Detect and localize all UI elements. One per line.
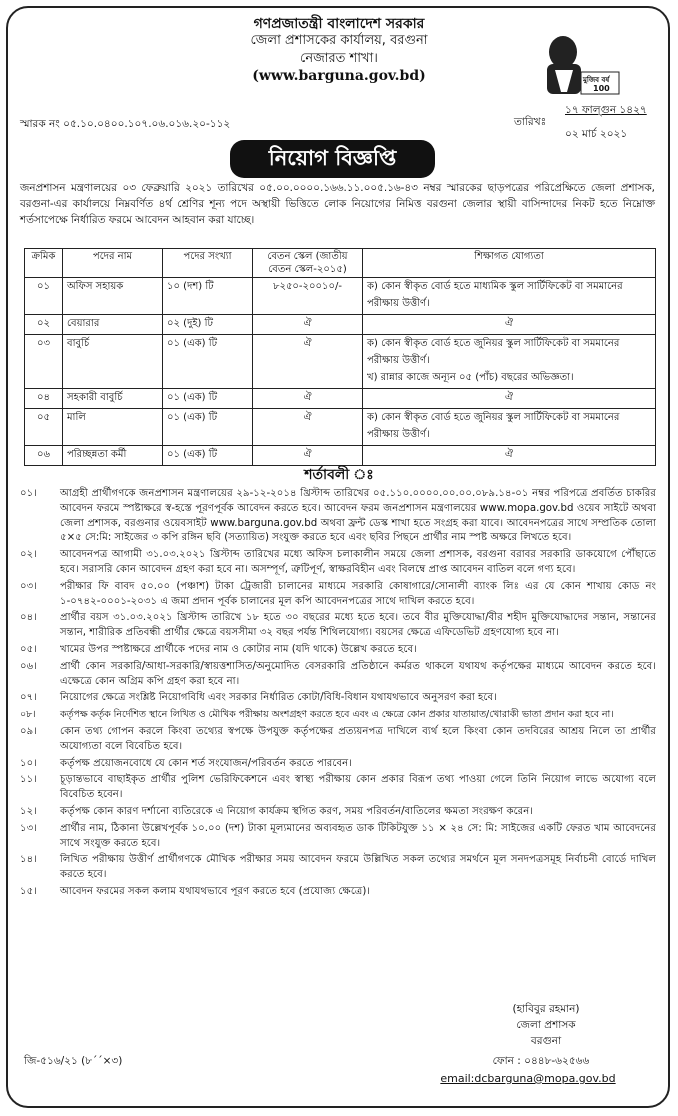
- condition-item: [20, 757, 656, 772]
- condition-number: ০৪।: [20, 612, 37, 624]
- condition-number: ১৫।: [20, 885, 37, 897]
- condition-text: লিখিত পরীক্ষায় উত্তীর্ণ প্রার্থীগণকে মৌখিক পরীক্ষার সময় আবেদন ফরমে উল্লিখিত সকল তথ্যের সমর্থনে মূল সনদপত্রসমূহ নির্বাচনী বোর্ডে দাখিল করতে হবে।: [60, 854, 656, 881]
- cell-count: ০১ (এক) টি: [163, 335, 253, 389]
- condition-text: চূড়ান্তভাবে বাছাইকৃত প্রার্থীর পুলিশ ভেরিফিকেশনে এবং স্বাস্থ্য পরীক্ষায় কোন প্রকার বিরূপ তথ্য পাওয়া গেলে তিনি নিয়োগ লাভে অযোগ্য বলে বিবেচিত হবেন।: [60, 774, 656, 801]
- cell-post: অফিস সহায়ক: [63, 278, 163, 315]
- col-header: বেতন স্কেল (জাতীয় বেতন স্কেল-২০১৫): [253, 249, 363, 278]
- cell-scale: ঐ: [253, 409, 363, 446]
- cell-sl: ০২: [25, 315, 63, 335]
- date-label: তারিখঃ: [514, 116, 547, 128]
- condition-item: [20, 773, 656, 803]
- condition-text: প্রার্থীর বয়স ৩১.০৩.২০২১ খ্রিস্টাব্দ তারিখে ১৮ হতে ৩০ বছরের মধ্যে হতে হবে। তবে বীর মুক্তিযোদ্ধা/বীর শহীদ মুক্তিযোদ্ধাদের সন্তান, সন্তানের সন্তান, শারীরিক প্রতিবন্ধী প্রার্থীর ক্ষেত্রে বয়সসীমা ৩২ বছর পর্যন্ত শিথিলযোগ্য। বয়সের ক্ষেত্রে এফিডেভিট গ্রহণযোগ্য হবে না।: [60, 612, 656, 639]
- cell-count: ০১ (এক) টি: [163, 446, 253, 466]
- condition-number: ০১।: [20, 488, 37, 499]
- cell-scale: ৮২৫০-২০০১০/-: [253, 278, 363, 315]
- cell-scale: ঐ: [253, 446, 363, 466]
- vacancy-table: [24, 248, 656, 466]
- condition-number: ০৬।: [20, 660, 37, 672]
- office-name: জেলা প্রশাসকের কার্যালয়, বরগুনা: [250, 33, 428, 48]
- cell-post: পরিচ্ছন্নতা কর্মী: [63, 446, 163, 466]
- condition-item: [20, 487, 656, 546]
- date-bengali: ১৭ ফাল্গুন ১৪২৭: [565, 104, 647, 116]
- condition-item: [20, 725, 656, 755]
- condition-item: [20, 643, 656, 658]
- section-name: নেজারত শাখা।: [300, 51, 378, 66]
- phone-number: ফোন : ০৪৪৮-৬২৫৬৬: [492, 1055, 590, 1067]
- col-header: শিক্ষাগত যোগ্যতা: [363, 249, 656, 278]
- condition-text: আবেদনপত্র আগামী ৩১.০৩.২০২১ খ্রিস্টাব্দ তারিখের মধ্যে অফিস চলাকালীন সময়ে জেলা প্রশাসক, বরগুনা বরাবর সরকারি ডাকযোগে পৌঁছাতে হবে। সরাসরি কোন আবেদন গ্রহণ করা হবে না। অসম্পূর্ণ, ত্রুটিপূর্ণ, স্বাক্ষরবিহীন এবং বিলম্বে প্রাপ্ত আবেদন বাতিল বলে গণ্য হবে।: [60, 549, 656, 575]
- col-header: পদের সংখ্যা: [163, 249, 253, 278]
- condition-text: কোন তথ্য গোপন করলে কিংবা তথ্যের স্বপক্ষে উপযুক্ত কর্তৃপক্ষের প্রত্যয়নপত্র দাখিলে ব্যর্থ হলে কিংবা কোন তদবিরের আশ্রয় নিলে তা প্রার্থীর অযোগ্যতা বলে বিবেচিত হবে।: [60, 725, 656, 752]
- condition-number: ০৩।: [20, 580, 37, 592]
- condition-number: ০৮।: [20, 709, 36, 721]
- condition-number: ১১।: [20, 774, 37, 786]
- condition-text: কর্তৃপক্ষ কর্তৃক নির্দেশিত স্থানে লিখিত ও মৌখিক পরীক্ষায় অংশগ্রহণ করতে হবে এবং এ ক্ষেত্রে কোন প্রকার যাতায়াত/খোরাকী ভাতা প্রদান করা হবে না।: [60, 709, 614, 721]
- cell-scale: ঐ: [253, 335, 363, 389]
- cell-scale: ঐ: [253, 315, 363, 335]
- cell-count: ০১ (এক) টি: [163, 389, 253, 409]
- condition-item: [20, 548, 656, 578]
- table-row: [25, 335, 656, 389]
- condition-item: [20, 853, 656, 883]
- condition-number: ০৫।: [20, 643, 37, 655]
- condition-item: [20, 885, 656, 900]
- cell-count: ১০ (দশ) টি: [163, 278, 253, 315]
- condition-number: ০৭।: [20, 692, 37, 704]
- website-link[interactable]: (www.barguna.gov.bd): [252, 68, 426, 84]
- memo-number: স্মারক নং ০৫.১০.০৪০০.১০৭.০৬.০১৬.২০-১১২: [20, 118, 231, 130]
- condition-number: ১২।: [20, 805, 37, 817]
- email-link[interactable]: email:dcbarguna@mopa.gov.bd: [440, 1072, 616, 1085]
- cell-count: ০১ (এক) টি: [163, 409, 253, 446]
- signatory-title: জেলা প্রশাসক: [516, 1019, 576, 1031]
- signatory-place: বরগুনা: [530, 1035, 562, 1047]
- condition-text: আবেদন ফরমের সকল কলাম যথাযথভাবে পূরণ করতে হবে (প্রযোজ্য ক্ষেত্রে)।: [60, 885, 371, 897]
- condition-item: [20, 805, 656, 820]
- svg-text:100: 100: [593, 84, 610, 93]
- qual-line-b: খ) রান্নার কাজে অন্যূন ০৫ (পাঁচ) বছরের অভিজ্ঞতা।: [367, 372, 574, 383]
- conditions-list: [20, 487, 656, 902]
- cell-count: ০২ (দুই) টি: [163, 315, 253, 335]
- condition-text: আগ্রহী প্রার্থীগণকে জনপ্রশাসন মন্ত্রণালয়ের ২৯-১২-২০১৪ খ্রিস্টাব্দ তারিখের ০৫.১১০.০০০০.০০.০০.০৮৯.১৪-০১ নম্বর পরিপত্রে প্রবর্তিত চাকরির আবেদন ফরমে স্পষ্টাক্ষরে স্ব-হস্তে পূরণপূর্বক আবেদন করতে হবে। আবেদন ফরম জনপ্রশাসন মন্ত্রণালয়ের www.mopa.gov.bd ওয়েব সাইটে অথবা জেলা প্রশাসক, বরগুনার ওয়েবসাইট www.barguna.gov.bd অথবা ফ্রন্ট ডেস্ক শাখা হতে সংগ্রহ করা যাবে। আবেদনপত্রের সাথে সম্প্রতিক তোলা ৫×৫ সে:মি: সাইজের ৩ কপি রঙ্গিন ছবি (সত্যায়িত) সংযুক্ত করতে হবে এবং ছবির পিছনে প্রার্থীর নাম স্পষ্ট অক্ষরে লিখতে হবে।: [60, 488, 656, 544]
- table-row: [25, 409, 656, 446]
- cell-sl: ০৩: [25, 335, 63, 389]
- cell-post: বেয়ারার: [63, 315, 163, 335]
- condition-number: ১৩।: [20, 822, 37, 834]
- condition-number: ১৪।: [20, 854, 37, 866]
- condition-item: [20, 708, 656, 723]
- condition-text: খামের উপর স্পষ্টাক্ষরে প্রার্থীকে পদের নাম ও কোটার নাম (যদি থাকে) উল্লেখ করতে হবে।: [60, 643, 417, 655]
- condition-text: কর্তৃপক্ষ কোন কারণ দর্শানো ব্যতিরেকে এ নিয়োগ কার্যক্রম স্থগিত করণ, সময় পরিবর্তন/বাতিলের ক্ষমতা সংরক্ষণ করেন।: [60, 805, 533, 817]
- conditions-heading: শর্তাবলী ঃ: [304, 467, 374, 483]
- signatory-name: (হাবিবুর রহমান): [512, 1003, 580, 1015]
- condition-item: [20, 822, 656, 852]
- mujib-year-logo: [533, 30, 621, 100]
- condition-text: কর্তৃপক্ষ প্রয়োজনবোধে যে কোন শর্ত সংযোজন/পরিবর্তন করতে পারবেন।: [60, 757, 352, 769]
- intro-paragraph: জনপ্রশাসন মন্ত্রণালয়ের ০৩ ফেব্রুয়ারি ২০২১ তারিখের ০৫.০০.০০০০.১৬৬.১১.০০৫.১৬-৪৩ নম্বর স্মারকের ছাড়পত্রের পরিপ্রেক্ষিতে জেলা প্রশাসক, বরগুনা-এর কার্যালয়ে নিম্নবর্ণিত ৪র্থ শ্রেণির শূন্য পদে অস্থায়ী ভিত্তিতে লোক নিয়োগের নিমিত্ত বরগুনা জেলার স্থায়ী বাসিন্দাদের নিকট হতে নিম্নোক্ত শর্তসাপেক্ষে নির্ধারিত ফরমে আবেদন আহবান করা যাচ্ছে।: [20, 182, 655, 226]
- cell-sl: ০১: [25, 278, 63, 315]
- cell-post: মালি: [63, 409, 163, 446]
- cell-qual: ঐ: [363, 315, 656, 335]
- cell-qual: ঐ: [363, 446, 656, 466]
- table-row: [25, 278, 656, 315]
- print-reference: জি-৫১৬/২১ (৮´´×৩): [24, 1055, 123, 1067]
- cell-qual: ঐ: [363, 389, 656, 409]
- condition-text: পরীক্ষার ফি বাবদ ৫০.০০ (পঞ্চাশ) টাকা ট্রেজারী চালানের মাধ্যমে সরকারি কোষাগারে/সোনালী ব্যাংক লিঃ এর যে কোন শাখায় কোড নং ১-০৭৪২-০০০১-২০৩১ এ জমা প্রদান পূর্বক চালানের মূল কপি আবেদনপত্রের সাথে দাখিল করতে হবে।: [60, 580, 656, 607]
- condition-number: ০২।: [20, 549, 37, 561]
- condition-number: ০৯।: [20, 725, 37, 737]
- cell-sl: ০৬: [25, 446, 63, 466]
- condition-number: ১০।: [20, 757, 37, 769]
- table-header-row: [25, 249, 656, 278]
- signature-block: [436, 1000, 656, 1050]
- table-row: [25, 315, 656, 335]
- notice-banner: [230, 140, 435, 178]
- date-gregorian: ০২ মার্চ ২০২১: [565, 128, 628, 140]
- cell-post: বাবুর্চি: [63, 335, 163, 389]
- emblem-label: মুজিব বর্ষ: [583, 76, 610, 84]
- condition-item: [20, 691, 656, 706]
- col-header: পদের নাম: [63, 249, 163, 278]
- cell-qual: ক) কোন স্বীকৃত বোর্ড হতে জুনিয়র স্কুল সার্টিফিকেট বা সমমানের পরীক্ষায় উত্তীর্ণ।: [363, 409, 656, 446]
- condition-text: নিয়োগের ক্ষেত্রে সংশ্লিষ্ট নিয়োগবিধি এবং সরকার নির্ধারিত কোটা/বিধি-বিধান যথাযথভাবে অনুসরণ করা হবে।: [60, 692, 497, 704]
- gov-title: গণপ্রজাতন্ত্রী বাংলাদেশ সরকার: [253, 16, 425, 32]
- cell-qual: ক) কোন স্বীকৃত বোর্ড হতে মাধ্যমিক স্কুল সার্টিফিকেট বা সমমানের পরীক্ষায় উত্তীর্ণ।: [363, 278, 656, 315]
- condition-item: [20, 611, 656, 641]
- cell-sl: ০৫: [25, 409, 63, 446]
- condition-item: [20, 580, 656, 610]
- condition-text: প্রার্থী কোন সরকারি/আধা-সরকারি/স্বায়ত্তশাসিত/অনুমোদিত বেসরকারি প্রতিষ্ঠানে কর্মরত থাকলে যথাযথ কর্তৃপক্ষের মাধ্যমে আবেদন করতে হবে। এক্ষেত্রে কোন অগ্রিম কপি গ্রহণ করা হবে না।: [60, 660, 656, 687]
- banner-title: নিয়োগ বিজ্ঞপ্তি: [268, 145, 397, 170]
- condition-item: [20, 660, 656, 690]
- table-row: [25, 389, 656, 409]
- col-header: ক্রমিক: [25, 249, 63, 278]
- cell-qual: [363, 335, 656, 389]
- cell-post: সহকারী বাবুর্চি: [63, 389, 163, 409]
- cell-scale: ঐ: [253, 389, 363, 409]
- condition-text: প্রার্থীর নাম, ঠিকানা উল্লেখপূর্বক ১০.০০ (দশ) টাকা মূল্যমানের অব্যবহৃত ডাক টিকিটযুক্ত ১১ × ২৪ সে: মি: সাইজের একটি ফেরত খাম আবেদনের সাথে সংযুক্ত করতে হবে।: [60, 822, 656, 849]
- qual-line-a: ক) কোন স্বীকৃত বোর্ড হতে জুনিয়র স্কুল সার্টিফিকেট বা সমমানের পরীক্ষায় উত্তীর্ণ।: [367, 338, 620, 366]
- cell-sl: ০৪: [25, 389, 63, 409]
